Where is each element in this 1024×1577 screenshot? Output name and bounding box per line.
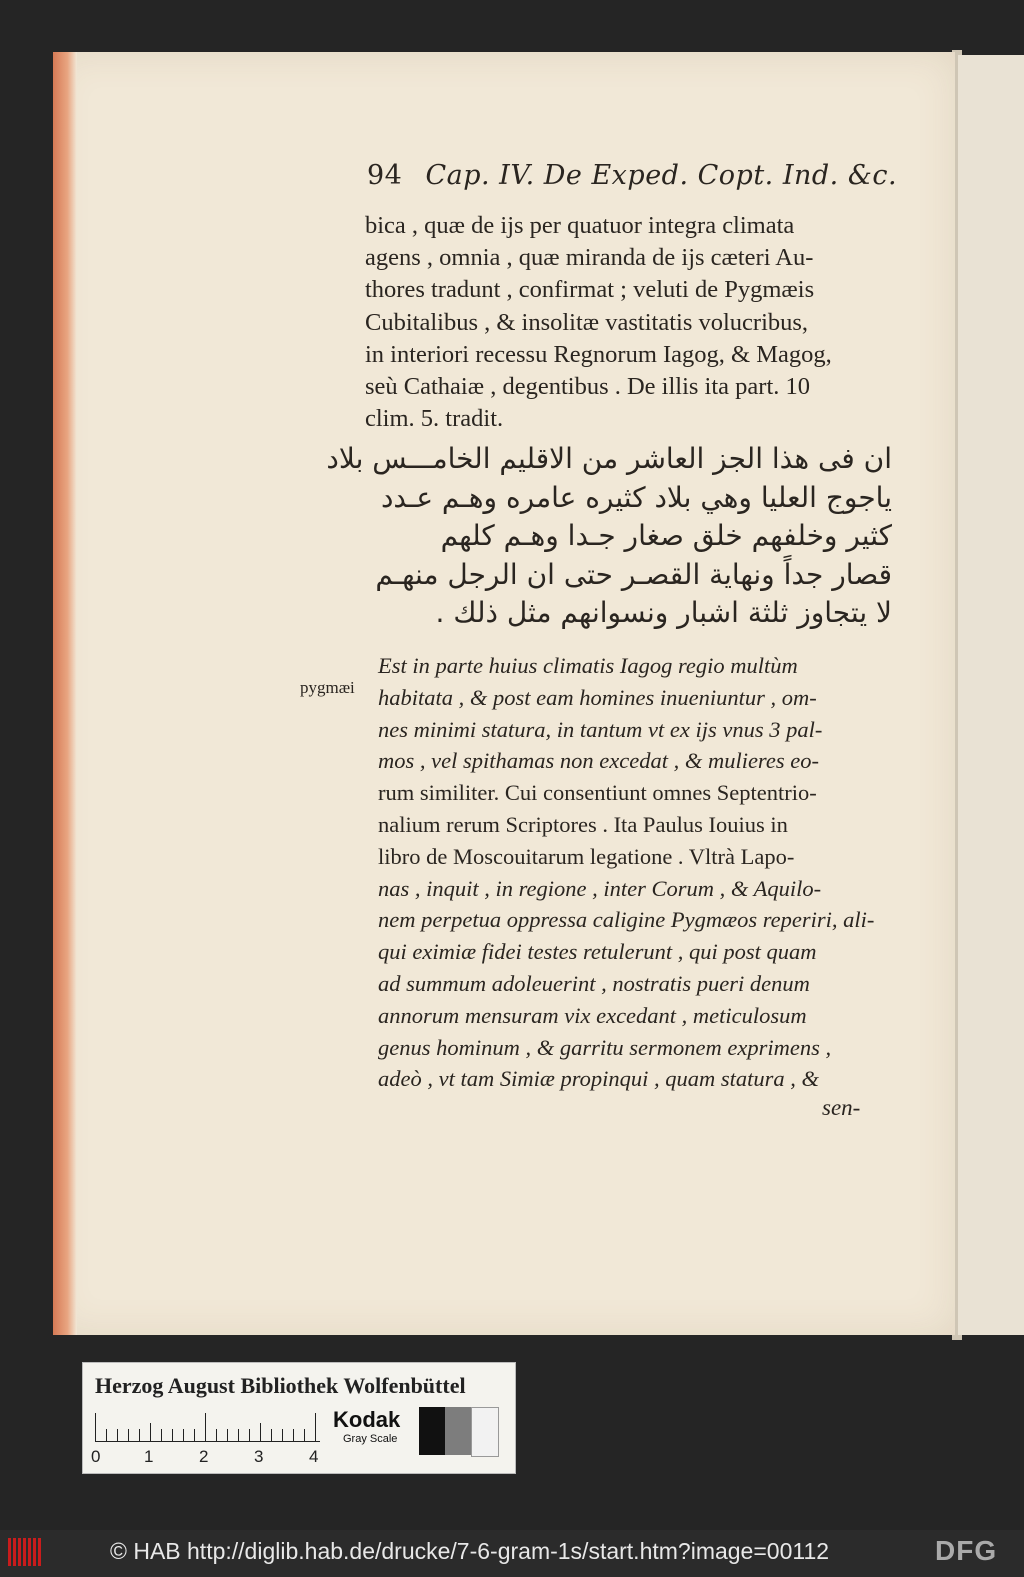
arabic-line: قصار جداً ونهاية القصـر حتى ان الرجل منهـم xyxy=(375,557,892,591)
margin-note: pygmæi xyxy=(300,678,355,697)
text-line: agens , omnia , quæ miranda de ijs cæteri Au- xyxy=(365,244,814,272)
footer-bar xyxy=(0,1530,1024,1577)
text-line: in interiori recessu Regnorum Iagog, & Magog, xyxy=(365,340,832,368)
text-line: qui eximiæ fidei testes retulerunt , qui post quam xyxy=(378,939,817,965)
text-line: genus hominum , & garritu sermonem exprimens , xyxy=(378,1034,832,1060)
library-name: Herzog August Bibliothek Wolfenbüttel xyxy=(95,1373,466,1398)
text-line: nem perpetua oppressa caligine Pygmæos reperiri, ali- xyxy=(378,907,875,933)
running-head xyxy=(367,160,897,191)
scale-number: 1 xyxy=(144,1447,154,1466)
arabic-line: لا يتجاوز ثلثة اشبار ونسوانهم مثل ذلك . xyxy=(435,596,892,629)
text-line: mos , vel spithamas non excedat , & mulieres eo- xyxy=(378,748,819,774)
latin-translation xyxy=(378,650,900,1095)
swatch-black xyxy=(419,1407,445,1455)
arabic-line: ياجوج العليا وهي بلاد كثيره عامره وهـم عـدد xyxy=(380,480,892,514)
text-line: adeò , vt tam Simiæ propinqui , quam statura , & xyxy=(378,1066,820,1092)
text-line: rum similiter. Cui consentiunt omnes Septentrio- xyxy=(378,780,817,806)
catchword: sen- xyxy=(822,1095,861,1120)
text-line: libro de Moscouitarum legatione . Vltrà Lapo- xyxy=(378,843,795,869)
dfg-logo: DFG xyxy=(935,1535,998,1566)
ruler xyxy=(95,1413,320,1442)
text-line: nas , inquit , in regione , inter Corum , & Aquilo- xyxy=(378,875,822,901)
swatch-white xyxy=(471,1407,499,1457)
text-line: clim. 5. tradit. xyxy=(365,405,504,433)
gray-scale-label: Gray Scale xyxy=(343,1433,398,1445)
footer-link[interactable]: © HAB http://diglib.hab.de/drucke/7-6-gram-1s/start.htm?image=00112 xyxy=(110,1538,830,1564)
text-line: Cubitalibus , & insolitæ vastitatis volucribus, xyxy=(365,308,809,336)
scale-number: 3 xyxy=(254,1447,264,1466)
text-line: bica , quæ de ijs per quatuor integra climata xyxy=(365,212,795,239)
scale-number: 0 xyxy=(91,1447,101,1466)
text-line: Est in parte huius climatis Iagog regio multùm xyxy=(378,653,798,678)
text-line: nalium rerum Scriptores . Ita Paulus Iouius in xyxy=(378,811,788,837)
text-line: nes minimi statura, in tantum vt ex ijs vnus 3 pal- xyxy=(378,716,823,742)
kodak-logo: Kodak xyxy=(333,1407,401,1432)
text-line: thores tradunt , confirmat ; veluti de Pygmæis xyxy=(365,276,815,304)
text-line: habitata , & post eam homines inueniuntur , om- xyxy=(378,684,817,710)
body-text xyxy=(365,210,890,435)
scale-number: 2 xyxy=(199,1447,209,1466)
color-card xyxy=(82,1362,516,1474)
arabic-quotation xyxy=(326,440,892,633)
text-line: annorum mensuram vix excedant , meticulosum xyxy=(378,1002,807,1028)
page-edge xyxy=(53,52,77,1335)
page-number: 94 xyxy=(367,160,403,191)
text-line: ad summum adoleuerint , nostratis pueri denum xyxy=(378,970,810,996)
running-head-title: Cap. IV. De Exped. Copt. Ind. &c. xyxy=(425,160,898,191)
arabic-line: ان فى هذا الجز العاشر من الاقليم الخامـــس بلاد xyxy=(326,442,892,475)
swatch-gray xyxy=(445,1407,471,1455)
text-line: seù Cathaiæ , degentibus . De illis ita part. 10 xyxy=(365,373,811,401)
barcode-icon xyxy=(8,1538,48,1566)
next-page xyxy=(958,55,1024,1335)
scale-number: 4 xyxy=(309,1447,319,1466)
arabic-line: كثير وخلفهم خلق صغار جـدا وهـم كلهم xyxy=(440,519,892,552)
